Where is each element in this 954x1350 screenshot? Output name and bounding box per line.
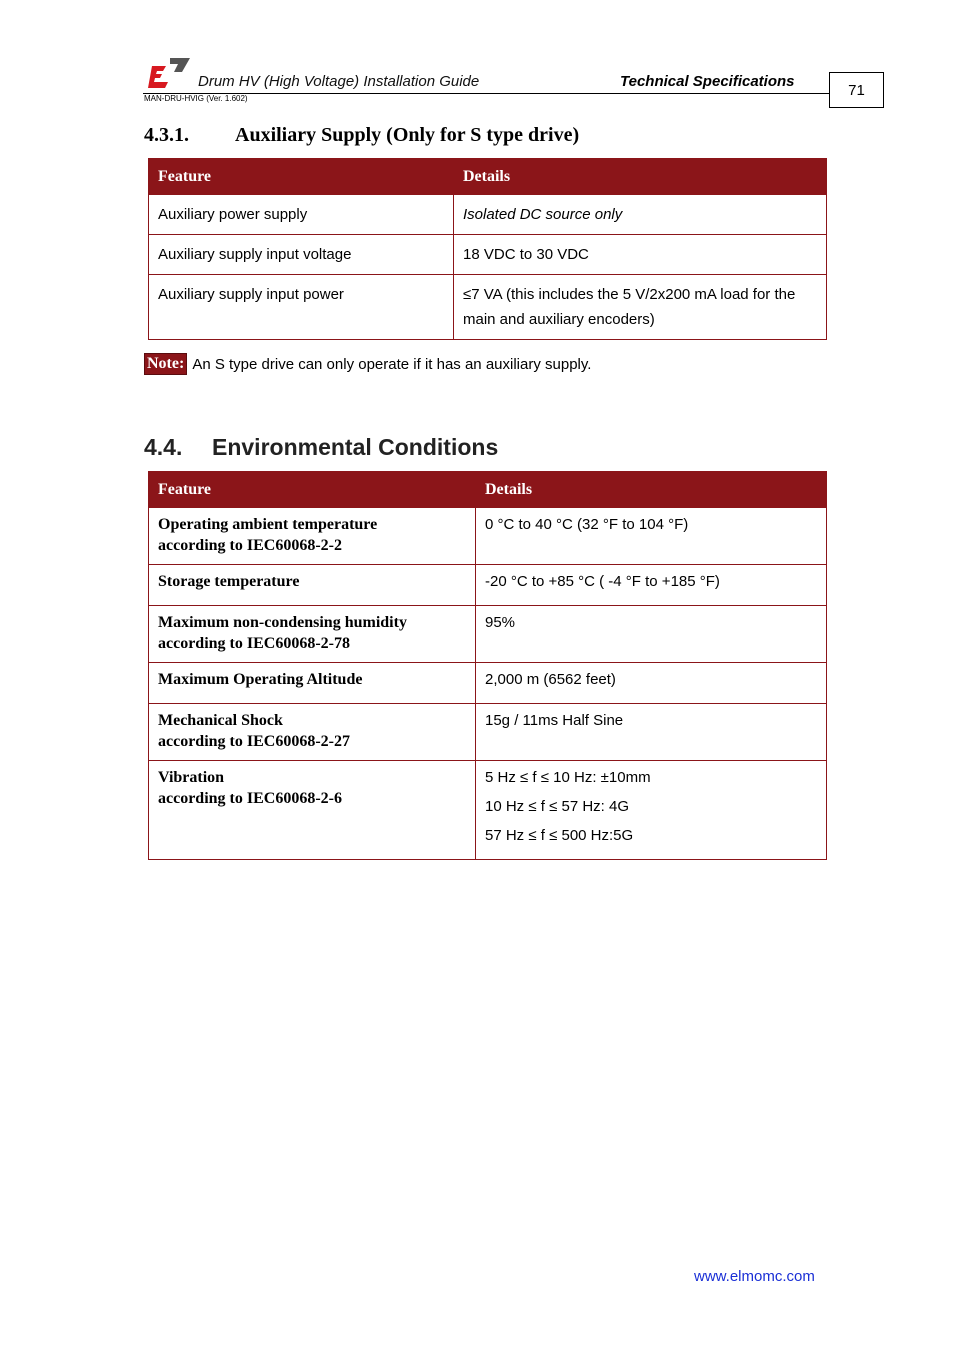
- table-header-cell: Feature: [149, 159, 454, 195]
- table-row: [149, 704, 827, 761]
- feature-line: according to IEC60068-2-78: [158, 635, 350, 652]
- details-line: 10 Hz ≤ f ≤ 57 Hz: 4G: [485, 798, 630, 815]
- feature-cell: Auxiliary supply input power: [149, 275, 454, 340]
- details-line: 57 Hz ≤ f ≤ 500 Hz:5G: [485, 827, 634, 844]
- table-row: [149, 663, 827, 704]
- table-header-cell: Details: [476, 472, 827, 508]
- feature-line: according to IEC60068-2-27: [158, 733, 350, 750]
- table-row: [149, 275, 827, 340]
- details-cell: [476, 663, 827, 704]
- details-cell: ≤7 VA (this includes the 5 V/2x200 mA load for the main and auxiliary encoders): [454, 275, 827, 340]
- table-header-cell: Details: [454, 159, 827, 195]
- table-row: [149, 565, 827, 606]
- header-document-title: Drum HV (High Voltage) Installation Guide: [198, 73, 480, 90]
- details-cell: [476, 704, 827, 761]
- feature-cell: [149, 508, 476, 565]
- feature-cell: [149, 606, 476, 663]
- details-cell: [476, 508, 827, 565]
- details-cell: [476, 606, 827, 663]
- feature-line: Mechanical Shock: [158, 712, 283, 729]
- note-label: Note:: [144, 353, 187, 375]
- details-line: 95%: [485, 614, 516, 631]
- details-cell: [476, 565, 827, 606]
- feature-line: Maximum Operating Altitude: [158, 671, 363, 688]
- section-number: 4.3.1.: [144, 124, 189, 146]
- section-heading-4-3-1: [144, 124, 579, 147]
- feature-line: Vibration: [158, 769, 225, 786]
- feature-cell: [149, 761, 476, 860]
- section-heading-4-4: [144, 434, 498, 461]
- details-line: 2,000 m (6562 feet): [485, 671, 616, 688]
- auxiliary-supply-table: [148, 158, 827, 340]
- details-line: 0 °C to 40 °C (32 °F to 104 °F): [485, 516, 689, 533]
- feature-line: Operating ambient temperature: [158, 516, 378, 533]
- table-header-cell: Feature: [149, 472, 476, 508]
- section-number: 4.4.: [144, 434, 183, 460]
- table-row: [149, 606, 827, 663]
- feature-line: according to IEC60068-2-2: [158, 537, 342, 554]
- feature-cell: [149, 663, 476, 704]
- header-section-title: Technical Specifications: [620, 73, 795, 90]
- header-document-id: MAN-DRU-HVIG (Ver. 1.602): [144, 94, 248, 103]
- table-row: [149, 508, 827, 565]
- table-header-row: [149, 159, 827, 195]
- table-row: [149, 195, 827, 235]
- details-cell: [476, 761, 827, 860]
- note-text: An S type drive can only operate if it has an auxiliary supply.: [192, 355, 592, 373]
- note: [144, 353, 591, 375]
- feature-cell: Auxiliary supply input voltage: [149, 235, 454, 275]
- details-line: 15g / 11ms Half Sine: [485, 712, 624, 729]
- feature-line: Storage temperature: [158, 573, 300, 590]
- feature-line: according to IEC60068-2-6: [158, 790, 342, 807]
- website-link[interactable]: www.elmomc.com: [694, 1268, 815, 1285]
- elmo-logo-icon: [148, 58, 190, 88]
- feature-line: Maximum non-condensing humidity: [158, 614, 407, 631]
- feature-cell: [149, 704, 476, 761]
- details-line: -20 °C to +85 °C ( -4 °F to +185 °F): [485, 573, 720, 590]
- section-title: Auxiliary Supply (Only for S type drive): [235, 124, 580, 146]
- table-row: [149, 235, 827, 275]
- details-cell: Isolated DC source only: [454, 195, 827, 235]
- table-header-row: [149, 472, 827, 508]
- page-number: 71: [829, 72, 884, 108]
- feature-cell: [149, 565, 476, 606]
- environmental-conditions-table: [148, 471, 827, 860]
- table-row: [149, 761, 827, 860]
- section-title: Environmental Conditions: [212, 434, 499, 460]
- details-cell: 18 VDC to 30 VDC: [454, 235, 827, 275]
- feature-cell: Auxiliary power supply: [149, 195, 454, 235]
- details-line: 5 Hz ≤ f ≤ 10 Hz: ±10mm: [485, 769, 651, 786]
